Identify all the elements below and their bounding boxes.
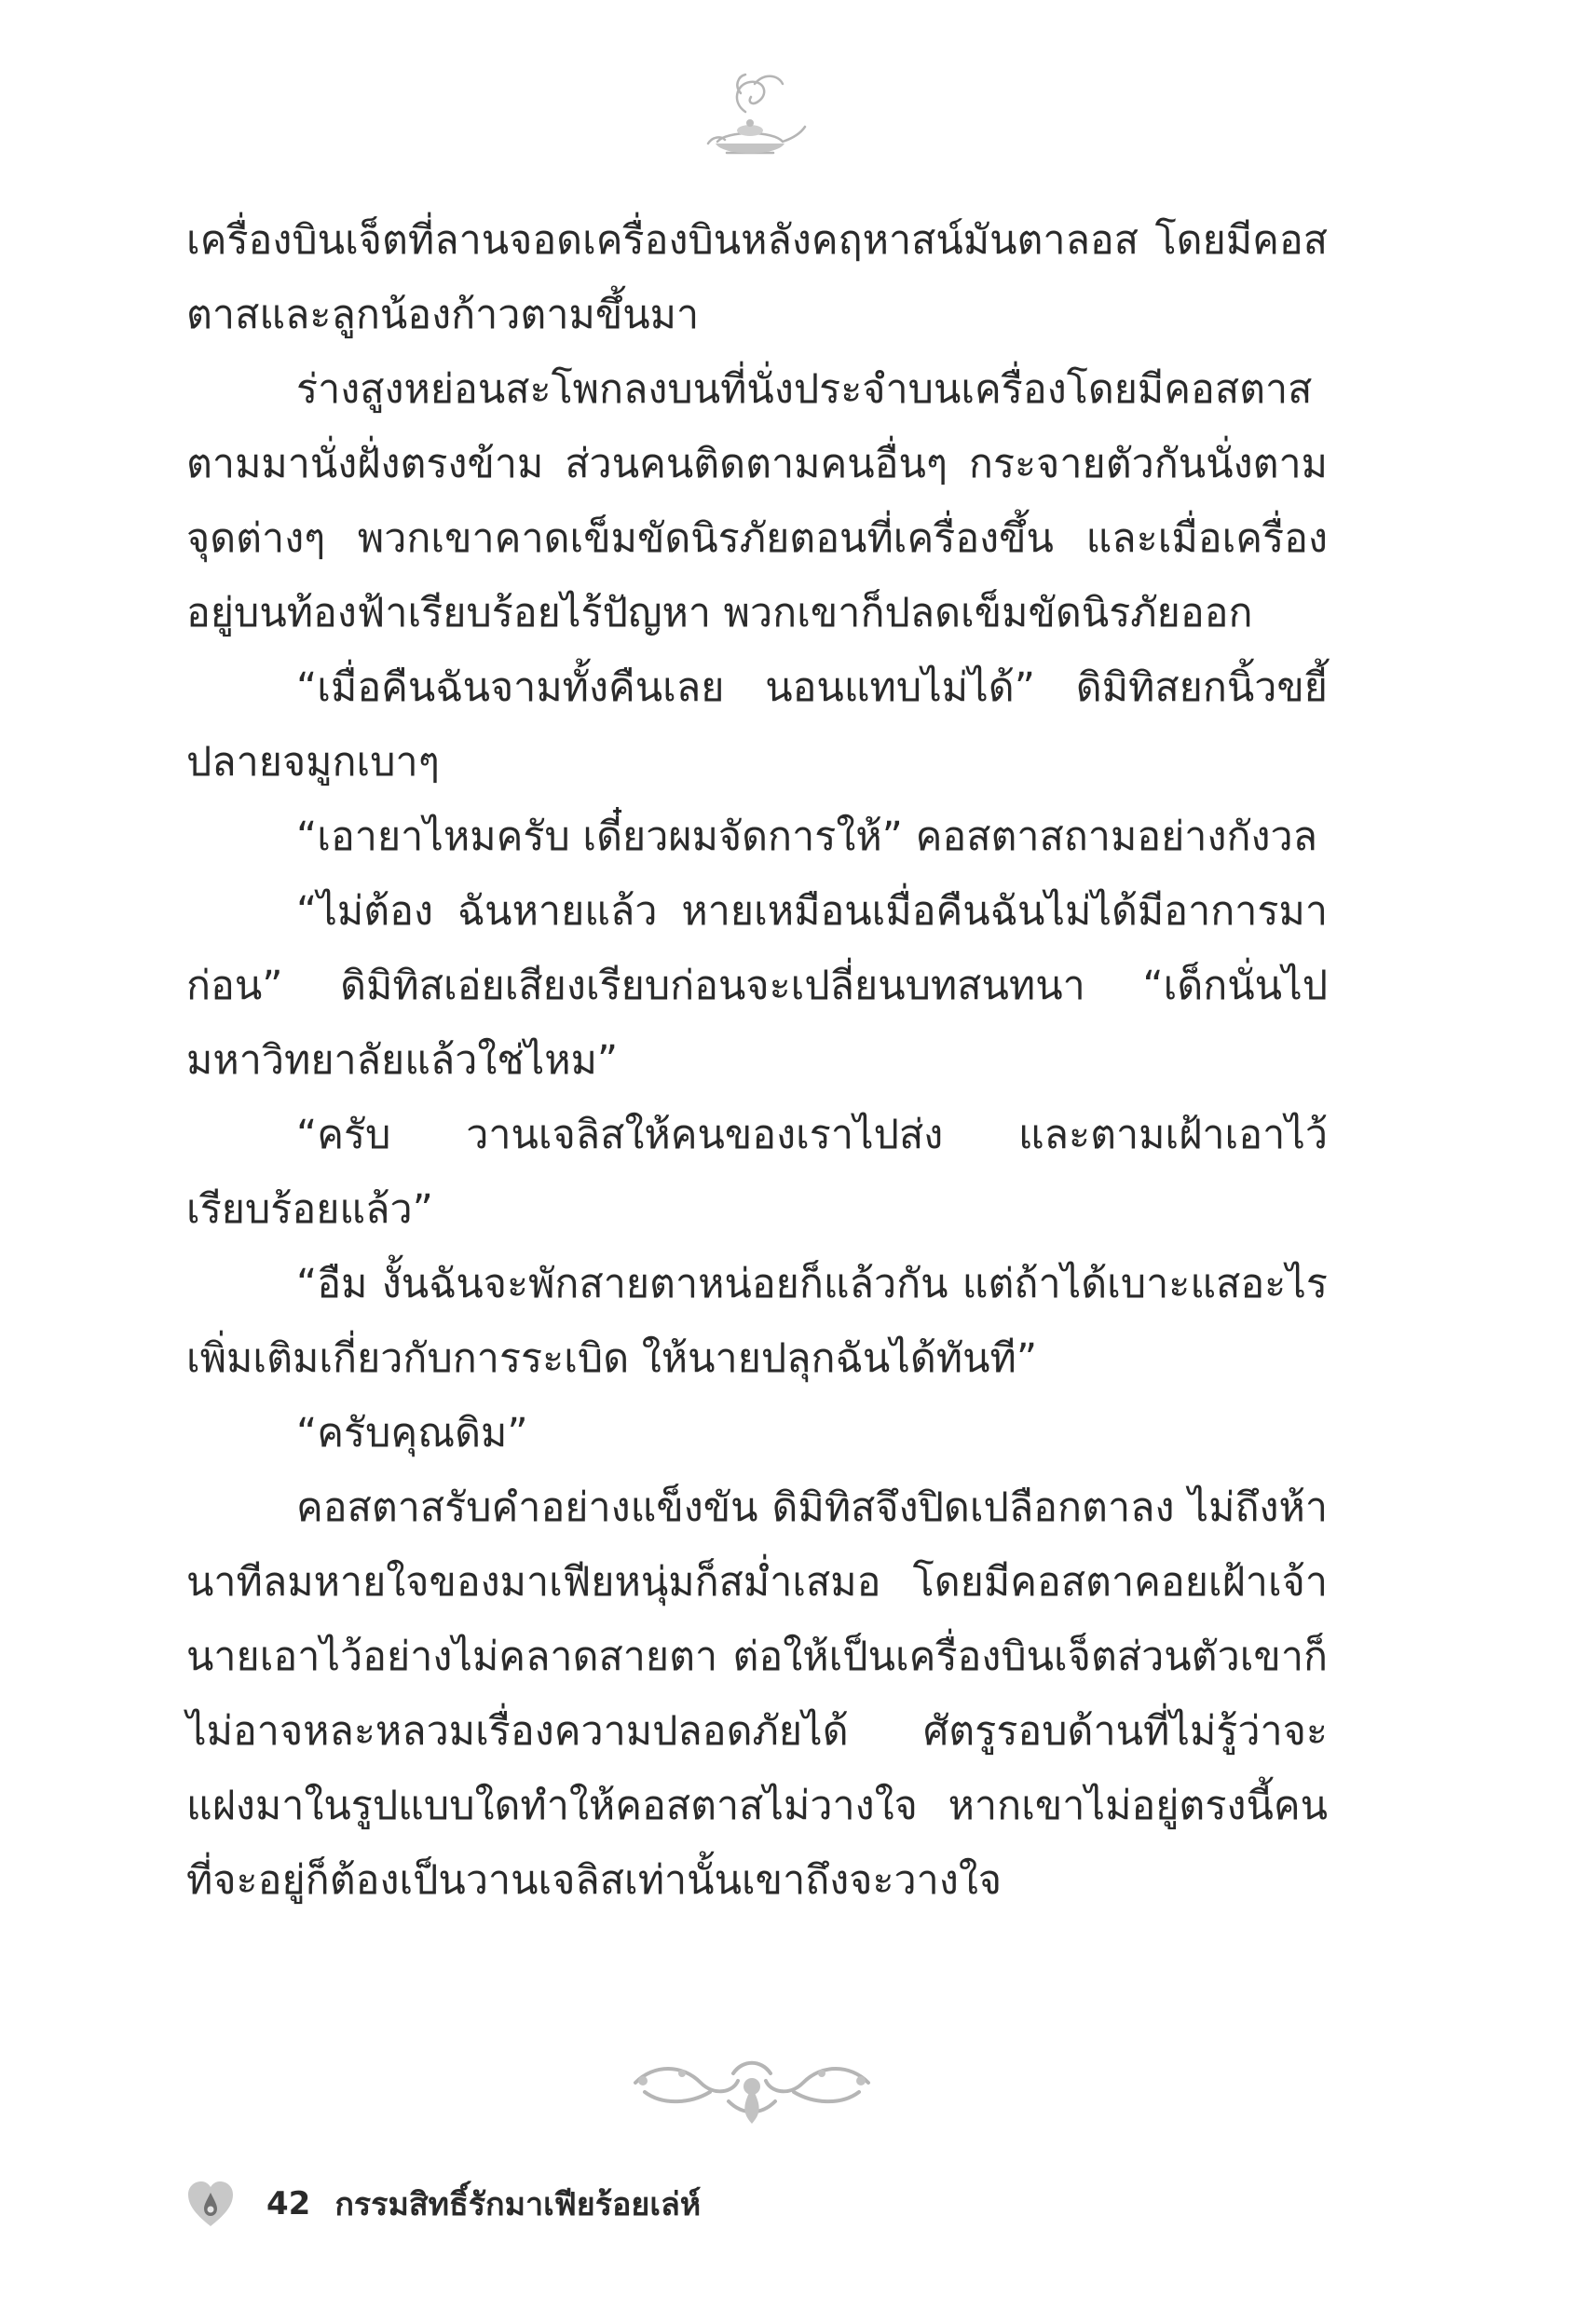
flourish-divider-icon (626, 2045, 878, 2129)
paragraph: “ครับ วานเจลิสให้คนของเราไปส่ง และตามเฝ้าเอาไว้เรียบร้อยแล้ว” (186, 1112, 1328, 1233)
paragraph: คอสตาสรับคำอย่างแข็งขัน ดิมิทิสจึงปิดเปลือกตาลง ไม่ถึงห้านาทีลมหายใจของมาเฟียหนุ่มก็สม่ำเสมอ โดยมีคอสตาคอยเฝ้าเจ้านายเอาไว้อย่างไม่คลาดสายตา ต่อให้เป็นเครื่องบินเจ็ตส่วนตัวเขาก็ไม่อาจหละหลวมเรื่องความปลอดภัยได้ ศัตรูรอบด้านที่ไม่รู้ว่าจะแฝงมาในรูปแบบใดทำให้คอสตาสไม่วางใจ หากเขาไม่อยู่ตรงนี้คนที่จะอยู่ก็ต้องเป็นวานเจลิสเท่านั้นเขาถึงจะวางใจ (186, 1484, 1328, 1904)
page-footer (184, 2176, 701, 2232)
paragraph: “ครับคุณดิม” (296, 1410, 528, 1456)
paragraph: “เอายาไหมครับ เดี๋ยวผมจัดการให้” คอสตาสถามอย่างกังวล (296, 814, 1317, 860)
paragraph: ร่างสูงหย่อนสะโพกลงบนที่นั่งประจำบนเครื่องโดยมีคอสตาสตามมานั่งฝั่งตรงข้าม ส่วนคนติดตามคนอื่นๆ กระจายตัวกันนั่งตามจุดต่างๆ พวกเขาคาดเข็มขัดนิรภัยตอนที่เครื่องขึ้น และเมื่อเครื่องอยู่บนท้องฟ้าเรียบร้อยไร้ปัญหา พวกเขาก็ปลดเข็มขัดนิรภัยออก (186, 366, 1328, 636)
paragraph: “อืม งั้นฉันจะพักสายตาหน่อยก็แล้วกัน แต่ถ้าได้เบาะแสอะไรเพิ่มเติมเกี่ยวกับการระเบิด ให้นายปลุกฉันได้ทันที” (186, 1261, 1328, 1382)
book-title: กรรมสิทธิ์รักมาเฟียร้อยเล่ห์ (334, 2186, 702, 2223)
paragraph: “ไม่ต้อง ฉันหายแล้ว หายเหมือนเมื่อคืนฉันไม่ได้มีอาการมาก่อน” ดิมิทิสเอ่ยเสียงเรียบก่อนจะเปลี่ยนบทสนทนา “เด็กนั่นไปมหาวิทยาลัยแล้วใช่ไหม” (186, 888, 1328, 1084)
heart-drop-icon (184, 2178, 237, 2230)
paragraph: เครื่องบินเจ็ตที่ลานจอดเครื่องบินหลังคฤหาสน์มันตาลอส โดยมีคอสตาสและลูกน้องก้าวตามขึ้นมา (186, 217, 1328, 338)
page-number: 42 (266, 2185, 311, 2222)
body-text (186, 203, 1328, 1918)
paragraph: “เมื่อคืนฉันจามทั้งคืนเลย นอนแทบไม่ได้” ดิมิทิสยกนิ้วขยี้ปลายจมูกเบาๆ (186, 664, 1328, 786)
genie-lamp-icon (689, 65, 811, 168)
